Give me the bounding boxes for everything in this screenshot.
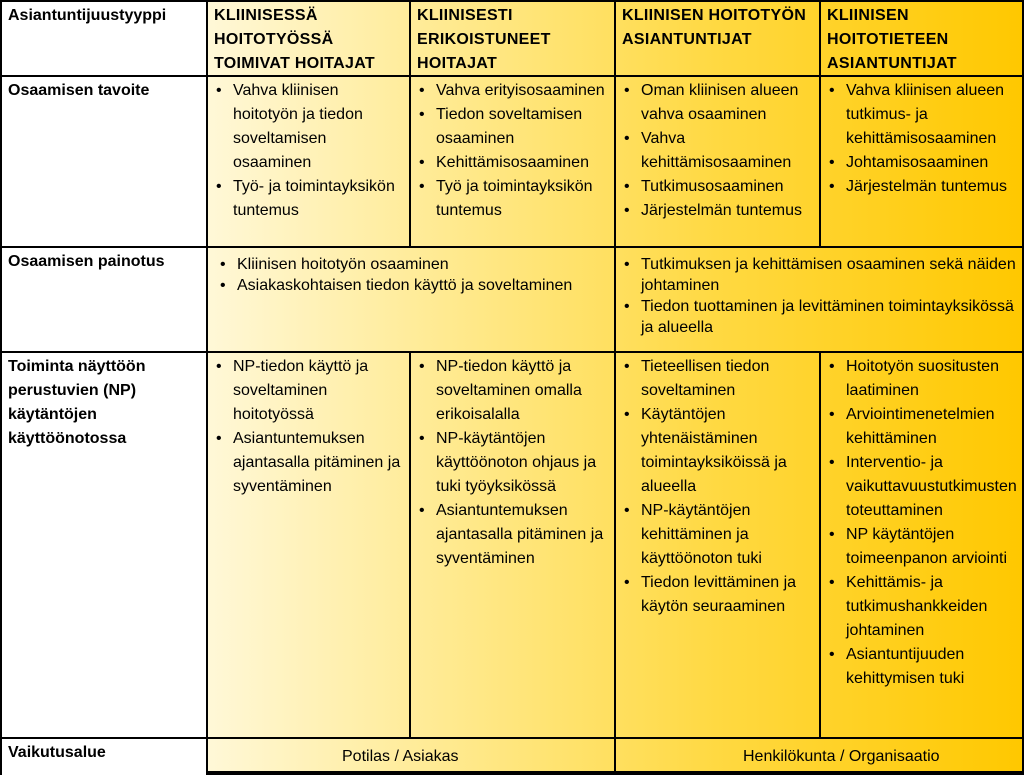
tavoite-col-3 [616, 77, 821, 248]
bullet-item: • Asiantuntijuuden kehittymisen tuki [827, 643, 1022, 691]
bullet-list [208, 248, 614, 296]
np-col-3 [616, 353, 821, 739]
bullet-item: • Vahva kliinisen hoitotyön ja tiedon soveltamisen osaaminen [214, 79, 405, 175]
bullet-item: • Kehittämis- ja tutkimushankkeiden johtaminen [827, 571, 1022, 643]
bullet-item: • Hoitotyön suositusten laatiminen [827, 355, 1022, 403]
bullet-item: • Käytäntöjen yhtenäistäminen toimintayksiköissä ja alueella [622, 403, 815, 499]
bullet-item: • NP-tiedon käyttö ja soveltaminen hoitotyössä [214, 355, 405, 427]
bullet-list [821, 77, 1024, 199]
bullet-item: • Vahva kehittämisosaaminen [622, 127, 815, 175]
bullet-list [616, 353, 819, 619]
bullet-item: • NP-käytäntöjen kehittäminen ja käyttöönoton tuki [622, 499, 815, 571]
painotus-right [616, 248, 1024, 353]
bullet-list [208, 77, 409, 223]
row-label-painotus: Osaamisen painotus [2, 248, 208, 353]
vaikutus-left-text: Potilas / Asiakas [342, 748, 459, 765]
bullet-item: • Asiantuntemuksen ajantasalla pitäminen ja syventäminen [417, 499, 610, 571]
column-header-4: KLIINISEN HOITOTIETEEN ASIANTUNTIJAT [821, 2, 1024, 77]
bullet-list [616, 248, 1024, 338]
column-header-1: KLIINISESSÄ HOITOTYÖSSÄ TOIMIVAT HOITAJAT [208, 2, 411, 77]
tavoite-col-4 [821, 77, 1024, 248]
bullet-item: • Johtamisosaaminen [827, 151, 1022, 175]
row-label-vaikutus: Vaikutusalue [2, 739, 208, 775]
row-label-np: Toiminta näyttöön perustuvien (NP) käytäntöjen käyttöönotossa [2, 353, 208, 739]
painotus-left [208, 248, 616, 353]
tavoite-col-2 [411, 77, 616, 248]
bullet-item: • Arviointimenetelmien kehittäminen [827, 403, 1022, 451]
vaikutus-right-text: Henkilökunta / Organisaatio [743, 748, 940, 765]
bullet-item: • Tiedon tuottaminen ja levittäminen toimintayksikössä ja alueella [622, 296, 1022, 338]
np-col-4 [821, 353, 1024, 739]
bullet-item: • Asiantuntemuksen ajantasalla pitäminen ja syventäminen [214, 427, 405, 499]
bullet-item: • Työ- ja toimintayksikön tuntemus [214, 175, 405, 223]
bullet-item: • Tutkimuksen ja kehittämisen osaaminen sekä näiden johtaminen [622, 254, 1022, 296]
column-header-2: KLIINISESTI ERIKOISTUNEET HOITAJAT [411, 2, 616, 77]
bullet-item: • Interventio- ja vaikuttavuustutkimusten toteuttaminen [827, 451, 1022, 523]
bullet-item: • NP-tiedon käyttö ja soveltaminen omalla erikoisalalla [417, 355, 610, 427]
header-label: Asiantuntijuustyyppi [2, 2, 208, 77]
bullet-item: • Kehittämisosaaminen [417, 151, 610, 175]
bullet-item: • NP käytäntöjen toimeenpanon arviointi [827, 523, 1022, 571]
bullet-item: • NP-käytäntöjen käyttöönoton ohjaus ja tuki työyksikössä [417, 427, 610, 499]
bullet-list [208, 353, 409, 499]
vaikutus-right [616, 739, 1024, 775]
bullet-item: • Työ ja toimintayksikön tuntemus [417, 175, 610, 223]
bullet-item: • Järjestelmän tuntemus [622, 199, 815, 223]
bullet-item: • Tieteellisen tiedon soveltaminen [622, 355, 815, 403]
bullet-item: • Tiedon levittäminen ja käytön seuraaminen [622, 571, 815, 619]
bullet-list [411, 77, 614, 223]
bullet-list [411, 353, 614, 571]
bullet-item: • Vahva kliinisen alueen tutkimus- ja kehittämisosaaminen [827, 79, 1022, 151]
bullet-item: • Tiedon soveltamisen osaaminen [417, 103, 610, 151]
row-label-tavoite: Osaamisen tavoite [2, 77, 208, 248]
vaikutus-left [208, 739, 616, 775]
tavoite-col-1 [208, 77, 411, 248]
bullet-list [821, 353, 1024, 691]
bullet-item: • Järjestelmän tuntemus [827, 175, 1022, 199]
np-col-1 [208, 353, 411, 739]
bullet-item: • Asiakaskohtaisen tiedon käyttö ja soveltaminen [218, 275, 610, 296]
bullet-item: • Kliinisen hoitotyön osaaminen [218, 254, 610, 275]
bullet-list [616, 77, 819, 223]
bullet-item: • Vahva erityisosaaminen [417, 79, 610, 103]
bullet-item: • Tutkimusosaaminen [622, 175, 815, 199]
bullet-item: • Oman kliinisen alueen vahva osaaminen [622, 79, 815, 127]
np-col-2 [411, 353, 616, 739]
column-header-3: KLIINISEN HOITOTYÖN ASIANTUNTIJAT [616, 2, 821, 77]
